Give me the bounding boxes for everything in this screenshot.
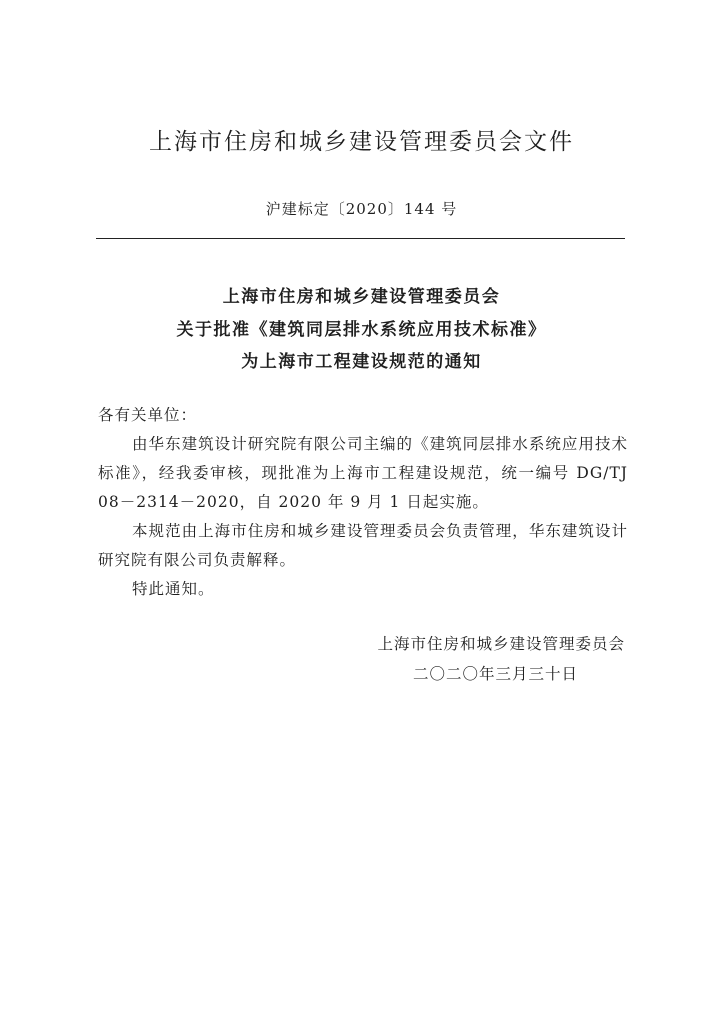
notice-title — [0, 281, 723, 379]
issuing-authority-header: 上海市住房和城乡建设管理委员会文件 — [149, 129, 574, 155]
salutation: 各有关单位： — [98, 406, 198, 424]
approval-paragraph: 由华东建筑设计研究院有限公司主编的《建筑同层排水系统应用技术标准》，经我委审核，现批准为上海市工程建设规范，统一编号 DG/TJ 08－2314－2020，自 2020 年 9 月 1 日起实施。 — [98, 435, 628, 511]
document-number: 沪建标定〔2020〕144 号 — [265, 200, 458, 218]
management-paragraph: 本规范由上海市住房和城乡建设管理委员会负责管理，华东建筑设计研究院有限公司负责解释。 — [98, 522, 628, 569]
notice-title-line-3: 为上海市工程建设规范的通知 — [241, 352, 482, 372]
issue-date: 二〇二〇年三月三十日 — [412, 665, 578, 683]
notice-title-line-2: 关于批准《建筑同层排水系统应用技术标准》 — [176, 319, 547, 340]
signature-authority: 上海市住房和城乡建设管理委员会 — [377, 635, 625, 653]
header-divider — [96, 238, 625, 239]
closing-line: 特此通知。 — [132, 580, 215, 598]
notice-title-line-1: 上海市住房和城乡建设管理委员会 — [222, 287, 501, 307]
notice-body — [98, 401, 628, 604]
